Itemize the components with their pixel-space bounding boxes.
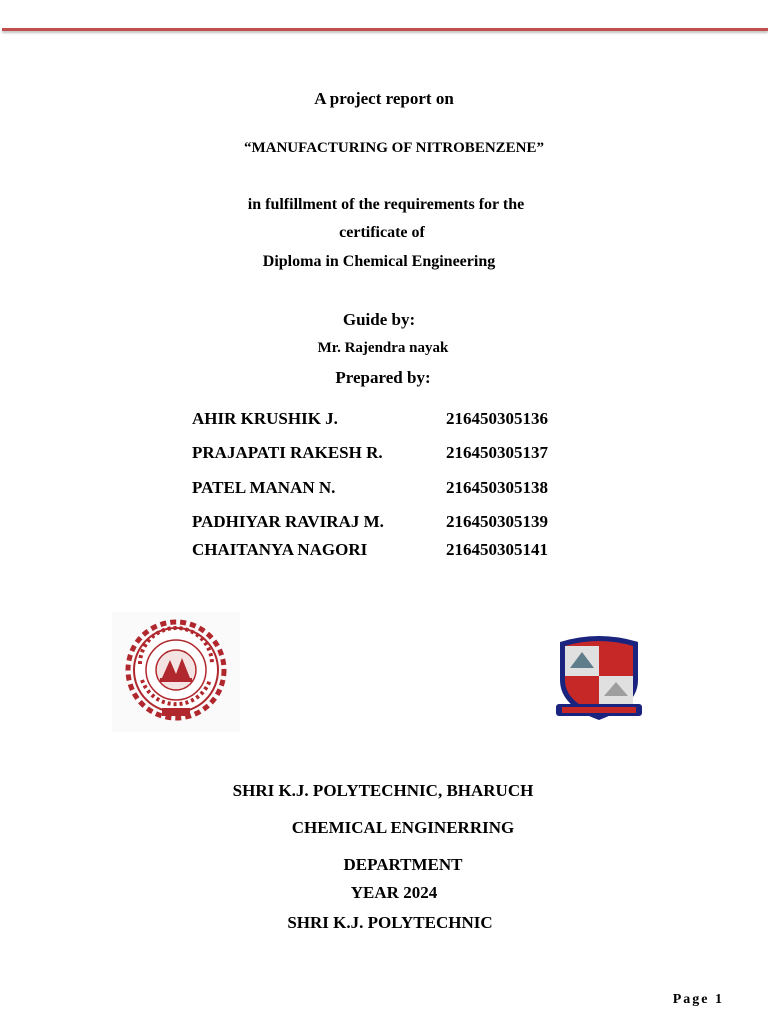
student-row [192,478,592,498]
header-rule [2,28,768,31]
student-id: 216450305139 [446,512,548,531]
year-text: YEAR 2024 [350,883,438,902]
student-name: PATEL MANAN N. [192,478,336,497]
fulfillment-line-2: certificate of [339,224,425,241]
student-row [192,540,592,560]
diploma-text: Diploma in Chemical Engineering [262,253,496,270]
department-line-1: CHEMICAL ENGINERRING [291,818,515,837]
student-row [192,409,592,429]
institute-name: SHRI K.J. POLYTECHNIC, BHARUCH [232,781,534,800]
student-id: 216450305141 [446,540,548,559]
project-title: “MANUFACTURING OF NITROBENZENE” [243,140,544,156]
student-name: AHIR KRUSHIK J. [192,409,338,428]
guide-name: Mr. Rajendra nayak [317,340,449,356]
fulfillment-line-1: in fulfillment of the requirements for the [247,196,525,213]
page-number: Page 1 [672,992,724,1007]
student-name: CHAITANYA NAGORI [192,540,368,559]
student-name: PRAJAPATI RAKESH R. [192,443,383,462]
student-id: 216450305137 [446,443,548,462]
prepared-label: Prepared by: [335,368,431,387]
student-id: 216450305138 [446,478,548,497]
institute-short-name: SHRI K.J. POLYTECHNIC [287,913,493,932]
university-shield-logo [552,634,646,726]
department-line-2: DEPARTMENT [343,855,463,874]
polytechnic-seal-logo [112,612,240,732]
student-row [192,512,592,532]
intro-text: A project report on [314,89,454,108]
guide-label: Guide by: [342,310,416,329]
student-row [192,443,592,463]
student-name: PADHIYAR RAVIRAJ M. [192,512,384,531]
student-id: 216450305136 [446,409,548,428]
